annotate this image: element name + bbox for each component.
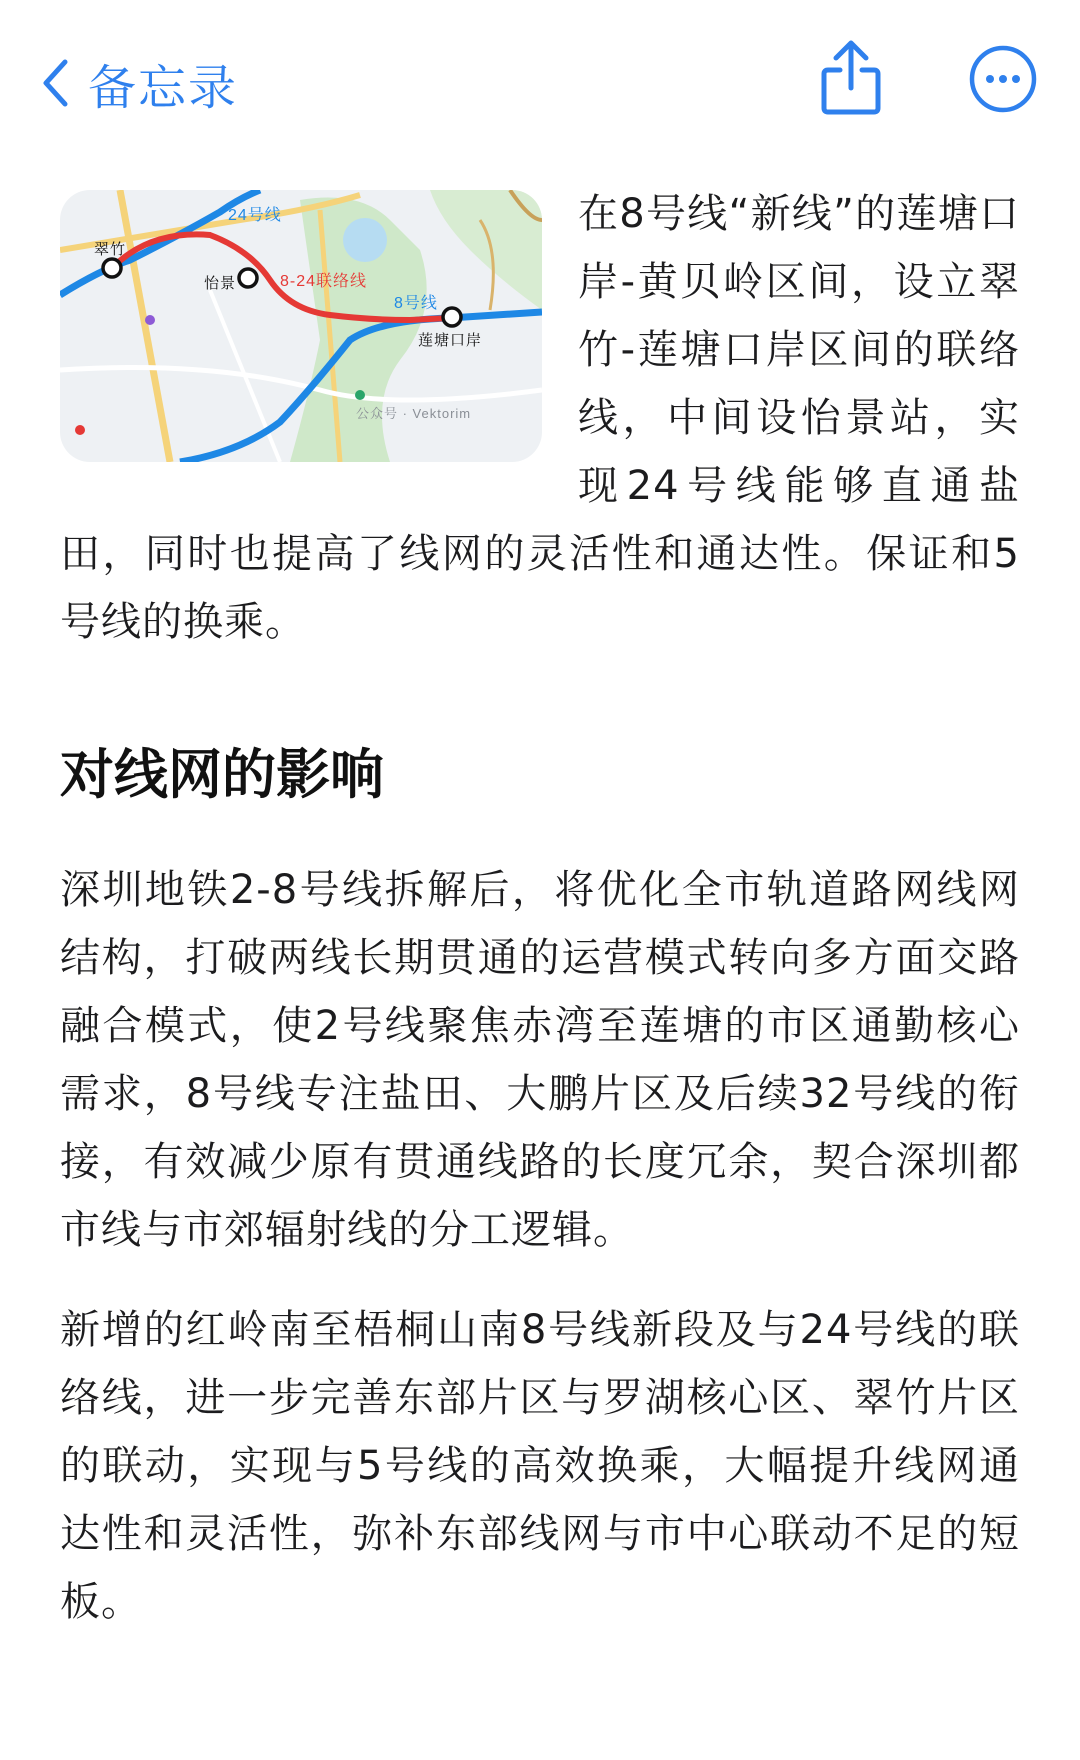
metro-map-svg: [60, 190, 542, 462]
station-yijing-label: 怡景: [204, 275, 237, 292]
chevron-left-icon: [40, 58, 70, 108]
note-body: [60, 180, 1020, 1625]
station-yijing-marker: [239, 269, 257, 287]
back-label: 备忘录: [88, 59, 239, 116]
more-button[interactable]: [968, 44, 1038, 114]
reservoir: [343, 218, 387, 262]
poi-pin: [145, 315, 155, 325]
paragraph-2: 深圳地铁2-8号线拆解后，将优化全市轨道路网线网结构，打破两线长期贯通的运营模式转向多方面交路融合模式，使2号线聚焦赤湾至莲塘的市区通勤核心需求，8号线专注盐田、大鹏片区及后续32号线的衔接，有效减少原有贯通线路的长度冗余，契合深圳都市线与市郊辐射线的分工逻辑。: [60, 867, 1020, 1253]
share-icon: [818, 38, 884, 118]
back-button[interactable]: [40, 48, 238, 118]
intro-text: 在8号线“新线”的莲塘口岸-黄贝岭区间，设立翠竹-莲塘口岸区间的联络线，中间设怡景站，实现24号线能够直通盐田，同时也提高了线网的灵活性和通达性。保证和5号线的换乘。: [60, 191, 1020, 645]
poi-pin: [355, 390, 365, 400]
station-liantang-marker: [443, 308, 461, 326]
station-cuizhu-marker: [103, 259, 121, 277]
watermark-label: 公众号 · Vektorim: [356, 406, 472, 421]
line8-label: 8号线: [394, 295, 438, 312]
nav-bar: [0, 0, 1080, 150]
poi-pin: [75, 425, 85, 435]
share-button[interactable]: [818, 38, 884, 118]
link-line-label: 8-24联络线: [280, 273, 368, 290]
paragraph-3: 新增的红岭南至梧桐山南8号线新段及与24号线的联络线，进一步完善东部片区与罗湖核心区、翠竹片区的联动，实现与5号线的高效换乘，大幅提升线网通达性和灵活性，弥补东部线网与市中心联动不足的短板。: [60, 1307, 1020, 1625]
intro-paragraph: [60, 180, 1020, 656]
station-cuizhu-label: 翠竹: [94, 241, 127, 258]
section-heading: 对线网的影响: [60, 743, 384, 806]
station-liantang-label: 莲塘口岸: [418, 332, 483, 349]
more-icon: [968, 44, 1038, 114]
line24-label: 24号线: [228, 207, 282, 224]
metro-map-image[interactable]: [60, 190, 542, 462]
